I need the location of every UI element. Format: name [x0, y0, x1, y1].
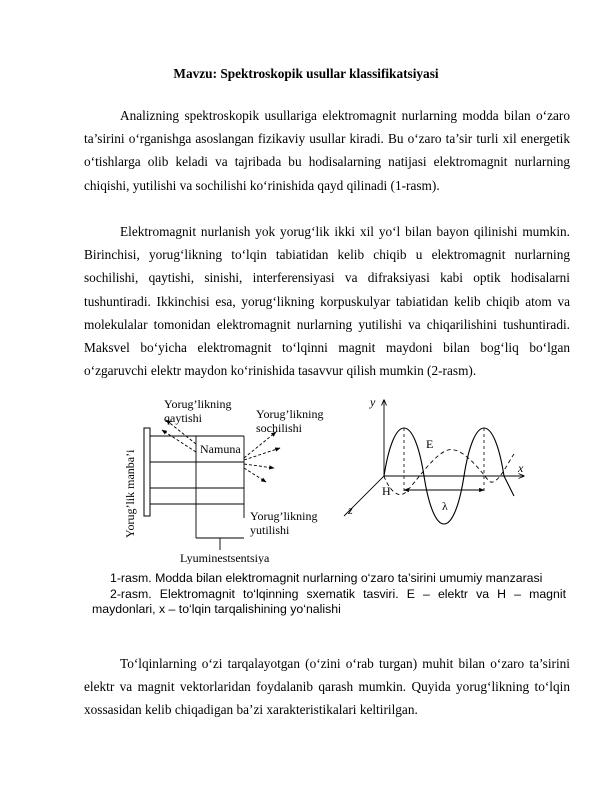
- light-source-bar: [144, 428, 150, 516]
- paragraph-waves: To‘lqinlarning o‘zi tarqalayotgan (o‘zini o‘rab turgan) muhit bilan o‘zaro ta’sirini elektr va magnit vektorlaridan foydalanib qarash mumkin. Quyida yorug‘likning to‘lqin xossasidan kelib chiqadigan ba’zi xarakteristikalari keltirilgan.: [84, 656, 570, 718]
- scattering-arrow-1: [244, 432, 276, 458]
- luminescence-label: Lyuminestsentsiya: [180, 551, 270, 564]
- figure-captions: [92, 571, 566, 618]
- sample-label: Namuna: [200, 442, 241, 456]
- electric-field-label: E: [426, 437, 434, 451]
- absorption-label-line2: yutilishi: [250, 523, 290, 537]
- scattering-label-line1: Yorug’likning: [256, 407, 324, 421]
- light-source-label: Yorug’lik manba’i: [123, 449, 137, 538]
- caption-figure-2: 2-rasm. Elektromagnit to‘lqinning sxematik tasviri. E – elektr va H – magnit maydonlari, x – to‘lqin tarqalishining yo‘nalishi: [92, 586, 566, 617]
- x-axis-label: x: [518, 461, 524, 475]
- reflection-label-line1: Yorug’likning: [164, 397, 232, 411]
- figures-area: [116, 392, 546, 564]
- paragraph-intro: Analizning spektroskopik usullariga elektromagnit nurlarning modda bilan o‘zaro ta’sirini o‘rganishga asoslangan fizikaviy usullar kiradi. Bu o‘zaro ta’sir turli xil energetik o‘tishlarga olib keladi va tajribada bu hodisalarning natijasi elektromagnit nurlarning chiqishi, yutilishi va sochilishi ko‘rinishida qayd qilinadi (1-rasm).: [84, 108, 570, 193]
- page-title: Mavzu: Spektroskopik usullar klassifikatsiyasi: [173, 66, 439, 81]
- scattering-arrow-3: [244, 464, 274, 468]
- z-axis-label: z: [348, 503, 353, 517]
- scattering-label-line2: sochilishi: [256, 421, 303, 435]
- figure1-diagram: [123, 397, 323, 564]
- paragraph-electromagnetic: Elektromagnit nurlanish yok yorug‘lik ikki xil yo‘l bilan bayon qilinishi mumkin. Birinchisi, yorug‘likning to‘lqin tabiatidan kelib chiqib u elektromagnit nurlarning sochilishi, qaytishi, sinishi, interferensiyasi va difraksiyasi kabi optik hodisalarni tushuntiradi. Ikkinchisi esa, yorug‘likning korpuskulyar tabiatidan kelib chiqib atom va molekulalar tomonidan elektromagnit nurlarning yutilishi va chiqarilishini tushuntiradi. Maksvel bo‘yicha elektromagnit to‘lqinni magnit maydoni bilan bog‘liq bo‘lgan o‘zgaruvchi elektr maydon ko‘rinishida tasavvur qilish mumkin (2-rasm).: [84, 224, 570, 379]
- wavelength-label: λ: [442, 499, 448, 513]
- absorption-label-line1: Yorug’likning: [250, 509, 318, 523]
- reflection-label-line2: qaytishi: [164, 411, 202, 425]
- scattering-arrow-4: [244, 468, 266, 482]
- magnetic-field-wave: [384, 450, 514, 495]
- magnetic-field-label: H: [382, 484, 391, 498]
- figure2-diagram: [344, 395, 524, 524]
- reflection-arrow-2: [162, 430, 196, 452]
- y-axis-label: y: [370, 395, 376, 409]
- caption-figure-1: 1-rasm. Modda bilan elektromagnit nurlarning o‘zaro ta’sirini umumiy manzarasi: [110, 571, 543, 585]
